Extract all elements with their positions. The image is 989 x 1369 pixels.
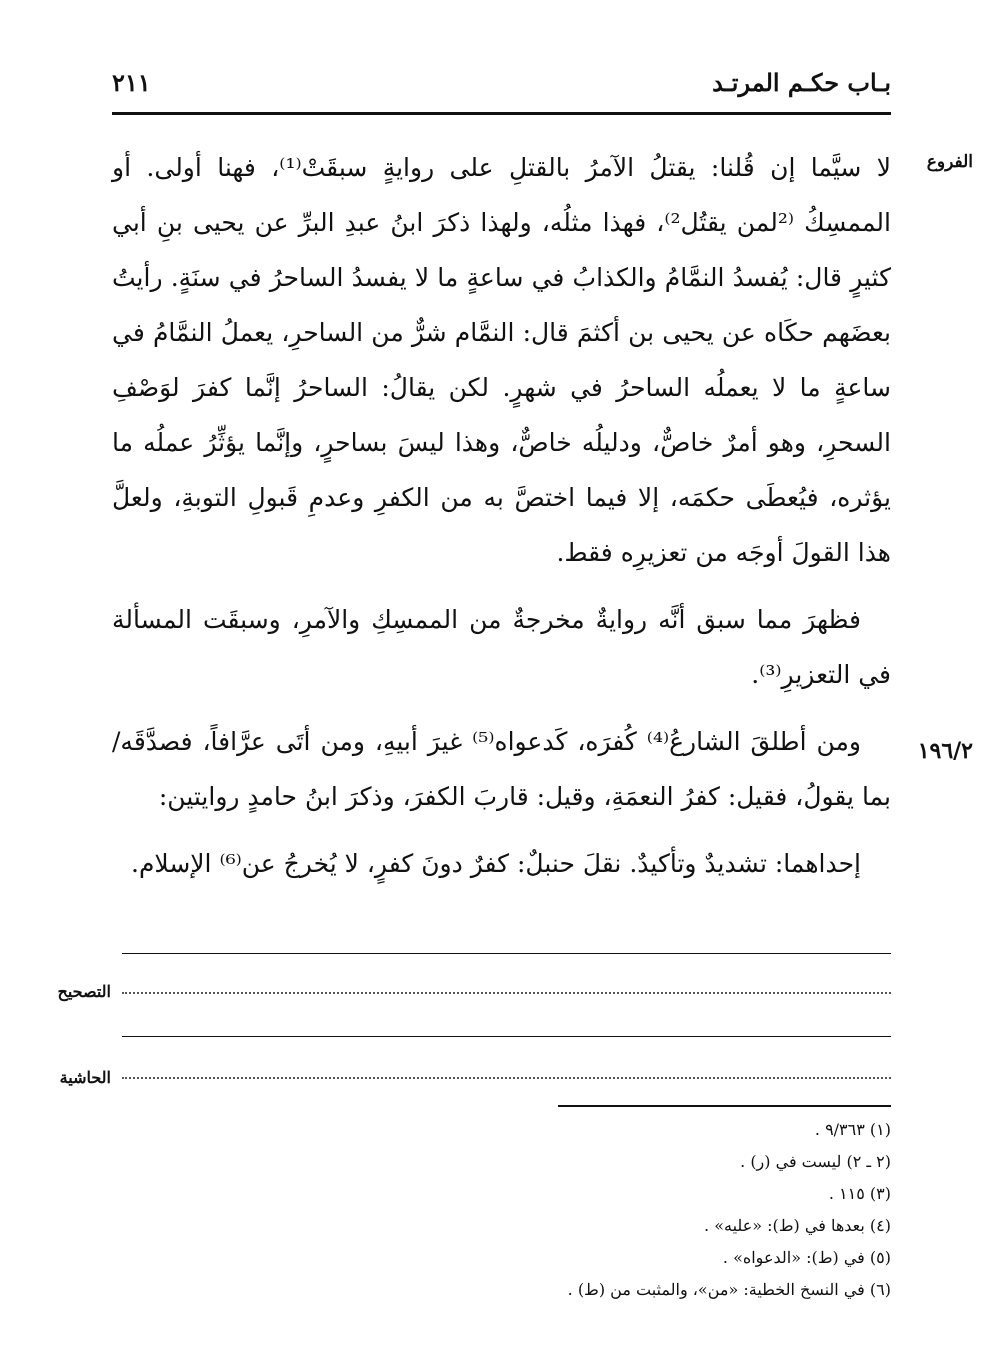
footnote-1: (١) ٩/٣٦٣ . [814,1120,891,1139]
footnote-3: (٣) ١١٥ . [828,1184,891,1203]
main-text [112,140,891,903]
footnotes [568,1114,891,1306]
paragraph-3: ومن أطلقَ الشارعُ⁽⁴⁾ كُفرَه، كَدعواه⁽⁵⁾ غيرَ أبيهِ، ومن أتَى عرَّافاً، فصدَّقَه/ بما يقولُ، فقيل: كفرُ النعمَةِ، وقيل: قاربَ الكفرَ، وذكرَ ابنُ حامدٍ روايتين: [112,727,891,811]
footnote-5: (٥) في (ط): «الدعواه» . [722,1248,891,1267]
footnote-rule [558,1105,891,1107]
margin-dotted-line [122,1077,891,1079]
footnote-2: (٢ ـ ٢) ليست في (ر) . [740,1152,891,1171]
correction-line-1 [122,953,891,954]
paragraph-4: إحداهما: تشديدٌ وتأكيدٌ. نقلَ حنبلٌ: كفرٌ دونَ كفرٍ، لا يُخرجُ عن⁽⁶⁾ الإسلام. [131,849,861,878]
margin-label: الحاشية [59,1068,111,1087]
correction-line-2 [122,1036,891,1037]
paragraph-2: فظهرَ مما سبق أنَّه روايةٌ مخرجةٌ من الممسِكِ والآمرِ، وسبقَت المسألة في التعزيرِ⁽³⁾. [112,605,891,689]
margin-note-furu: الفروع [926,152,973,172]
margin-volume-reference: ١٩٦/٢ [917,738,973,764]
footnote-4: (٤) بعدها في (ط): «عليه» . [704,1216,891,1235]
header-rule [112,112,891,115]
chapter-title: بـاب حكـم المرتـد [712,68,891,97]
footnote-6: (٦) في النسخ الخطية: «من»، والمثبت من (ط) . [567,1280,891,1299]
correction-dotted-line [122,992,891,994]
page-number: ٢١١ [112,68,151,97]
paragraph-1: لا سيَّما إن قُلنا: يقتلُ الآمرُ بالقتلِ على روايةٍ سبقَتْ⁽¹⁾، فهنا أولى. أو الممسِكُ ⁽²لمن يقتُل²⁾، فهذا مثلُه، ولهذا ذكرَ ابنُ عبدِ البرِّ عن يحيى بنِ أبي كثيرٍ قال: يُفسدُ النمَّامُ والكذابُ في ساعةٍ ما لا يفسدُ الساحرُ في سنَةٍ. رأيتُ بعضَهم حكَاه عن يحيى بن أكثمَ قال: النمَّام شرٌّ من الساحرِ، يعملُ النمَّامُ في ساعةٍ ما لا يعملُه الساحرُ في شهرٍ. لكن يقالُ: الساحرُ إنَّما كفرَ لوَصْفِ السحرِ، وهو أمرٌ خاصٌّ، ودليلُه خاصٌّ، وهذا ليسَ بساحرٍ، وإنَّما يؤثِّرُ عملُه ما يؤثره، فيُعطَى حكمَه، إلا فيما اختصَّ به من الكفرِ وعدمِ قَبولِ التوبةِ، ولعلَّ هذا القولَ أوجَه من تعزيرِه فقط. [112,153,891,567]
correction-label: التصحيح [57,982,111,1001]
